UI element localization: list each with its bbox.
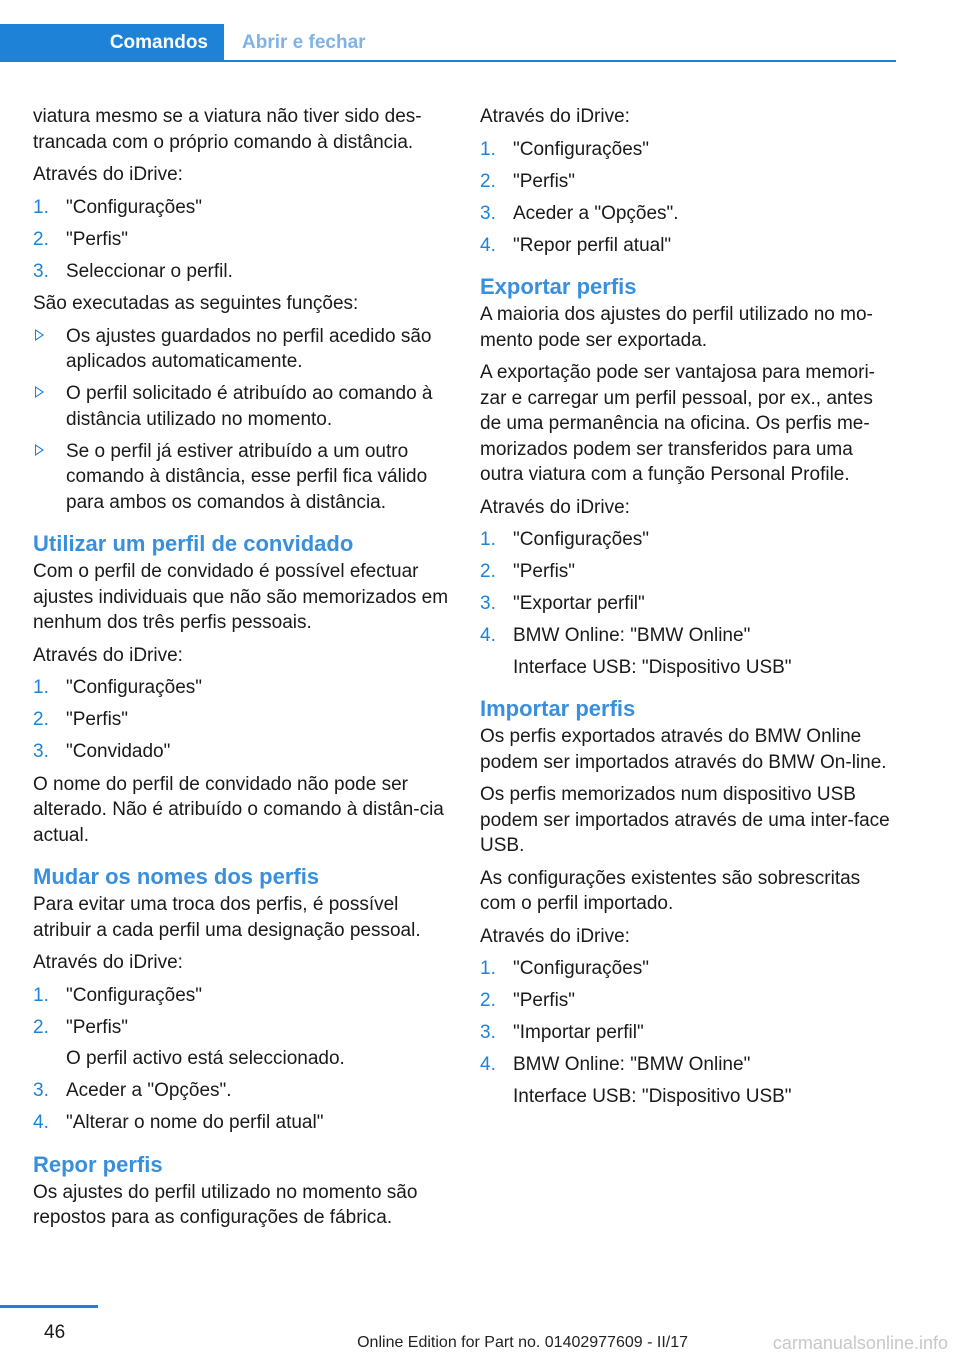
export-text-1: A maioria dos ajustes do perfil utilizado no mo-mento pode ser exportada. [480,304,873,351]
step-number: 2. [33,709,49,730]
bullet-text: Se o perfil já estiver atribuído a um outro comando à distância, esse perfil fica válido para ambos os comandos à distância. [66,440,428,513]
step-text: "Configurações" [66,677,203,698]
step-number: 2. [480,990,496,1011]
step-number: 1. [33,677,49,698]
idrive-label: Através do iDrive: [480,925,630,947]
step-text: Aceder a "Opções". [66,1080,232,1101]
list-item [480,201,898,227]
tab-abrir-e-fechar[interactable]: Abrir e fechar [242,32,366,53]
step-subtext: O perfil activo está seleccionado. [66,1048,345,1069]
bullet-text: Os ajustes guardados no perfil acedido são aplicados automaticamente. [66,325,432,372]
list-item [33,739,451,765]
step-number: 2. [33,228,49,250]
list-item [33,259,451,285]
steps-list-export [480,527,898,680]
step-number: 4. [33,1112,49,1133]
step-number: 2. [33,1016,49,1038]
page-number: 46 [44,1322,66,1343]
step-text: "Perfis" [513,170,576,192]
bullet-item [33,381,451,432]
list-item [33,983,451,1009]
list-item [480,559,898,585]
idrive-label: Através do iDrive: [33,164,183,185]
bullet-list [33,324,451,516]
arrow-bullet-icon [35,386,44,398]
step-text: "Perfis" [66,709,129,730]
step-text: "Configurações" [513,958,650,979]
export-profiles-heading: Exportar perfis [480,274,637,299]
step-number: 3. [480,202,496,224]
guest-profile-heading: Utilizar um perfil de convidado [33,531,354,556]
step-text: BMW Online: "BMW Online" [513,1054,751,1075]
arrow-bullet-icon [35,444,44,456]
list-item [480,988,898,1014]
list-item [480,623,898,680]
step-text: Aceder a "Opções". [513,202,679,224]
rename-profiles-heading: Mudar os nomes dos perfis [33,864,320,889]
step-text: "Perfis" [513,990,576,1011]
steps-list-select-profile [33,195,451,285]
footer-rule [0,1305,98,1308]
step-subtext: Interface USB: "Dispositivo USB" [513,656,792,678]
step-text: "Configurações" [513,138,650,160]
step-text: "Configurações" [66,984,203,1006]
idrive-label: Através do iDrive: [33,952,183,973]
list-item [480,591,898,617]
functions-intro: São executadas as seguintes funções: [33,293,359,314]
guest-profile-text: Com o perfil de convidado é possível efectuar ajustes individuais que não são memorizados em nenhum dos três perfis pessoais. [33,561,449,633]
edition-label: Online Edition for Part no. 01402977609 - II/17 [357,1334,688,1351]
import-text-3: As configurações existentes são sobrescritas com o perfil importado. [480,867,861,914]
step-text: "Exportar perfil" [513,593,645,614]
step-number: 2. [480,170,496,192]
step-number: 3. [33,741,49,762]
list-item [480,527,898,553]
step-text: "Convidado" [66,741,171,762]
idrive-label: Através do iDrive: [480,106,630,127]
steps-list-rename [33,983,451,1136]
step-subtext: Interface USB: "Dispositivo USB" [513,1085,792,1107]
step-text: "Perfis" [513,561,576,582]
step-number: 1. [480,958,496,979]
step-number: 3. [33,1080,49,1101]
list-item [480,1052,898,1109]
step-text: "Alterar o nome do perfil atual" [66,1112,324,1133]
import-text-1: Os perfis exportados através do BMW Online podem ser importados através do BMW On-line. [480,726,887,773]
step-text: "Repor perfil atual" [513,234,672,256]
step-text: "Importar perfil" [513,1022,644,1043]
list-item [480,233,898,259]
list-item [480,1020,898,1046]
list-item [480,169,898,195]
list-item [33,707,451,733]
bullet-item [33,439,451,516]
list-item [33,195,451,221]
steps-list-reset [480,137,898,259]
bullet-item [33,324,451,375]
list-item [33,227,451,253]
step-number: 1. [33,984,49,1006]
rename-profiles-text: Para evitar uma troca dos perfis, é possível atribuir a cada perfil uma designação pessoal. [33,894,421,941]
header-bar [0,24,896,62]
step-text: BMW Online: "BMW Online" [513,625,751,646]
step-number: 4. [480,625,496,646]
list-item [33,675,451,701]
header-rule [0,60,896,62]
step-text: "Perfis" [66,228,129,250]
idrive-label: Através do iDrive: [33,644,183,666]
right-column [480,104,898,1116]
list-item [33,1110,451,1136]
list-item [480,956,898,982]
steps-list-guest [33,675,451,765]
intro-text: viatura mesmo se a viatura não tiver sido des-trancada com o próprio comando à distância. [33,106,422,153]
list-item [33,1078,451,1104]
bullet-text: O perfil solicitado é atribuído ao comando à distância utilizado no momento. [66,383,433,430]
idrive-label: Através do iDrive: [480,496,630,518]
arrow-bullet-icon [35,329,44,341]
step-number: 1. [480,529,496,550]
reset-profiles-text: Os ajustes do perfil utilizado no momento são repostos para as configurações de fábrica. [33,1181,418,1228]
import-profiles-heading: Importar perfis [480,696,636,721]
step-text: "Perfis" [66,1016,129,1038]
list-item [33,1015,451,1072]
step-text: Seleccionar o perfil. [66,260,233,282]
step-number: 4. [480,1054,496,1075]
step-number: 3. [33,260,49,282]
reset-profiles-heading: Repor perfis [33,1151,163,1177]
step-number: 4. [480,234,496,256]
step-number: 1. [33,196,49,218]
export-text-2: A exportação pode ser vantajosa para memori-zar e carregar um perfil pessoal, por ex., antes de uma permanência na oficina. Os perfis me-morizados podem ser transferidos para uma outra viatura com a função Personal Profile. [480,362,875,485]
left-column [33,104,451,1238]
guest-note: O nome do perfil de convidado não pode ser alterado. Não é atribuído o comando à distân-cia actual. [33,773,444,846]
step-number: 1. [480,138,496,160]
import-text-2: Os perfis memorizados num dispositivo USB podem ser importados através de uma inter-face USB. [480,784,890,856]
tab-comandos[interactable]: Comandos [0,24,224,62]
step-text: "Configurações" [513,529,650,550]
step-text: "Configurações" [66,196,203,218]
step-number: 3. [480,1022,496,1043]
step-number: 2. [480,561,496,582]
steps-list-import [480,956,898,1109]
step-number: 3. [480,593,496,614]
watermark: carmanualsonline.info [772,1333,948,1353]
list-item [480,137,898,163]
